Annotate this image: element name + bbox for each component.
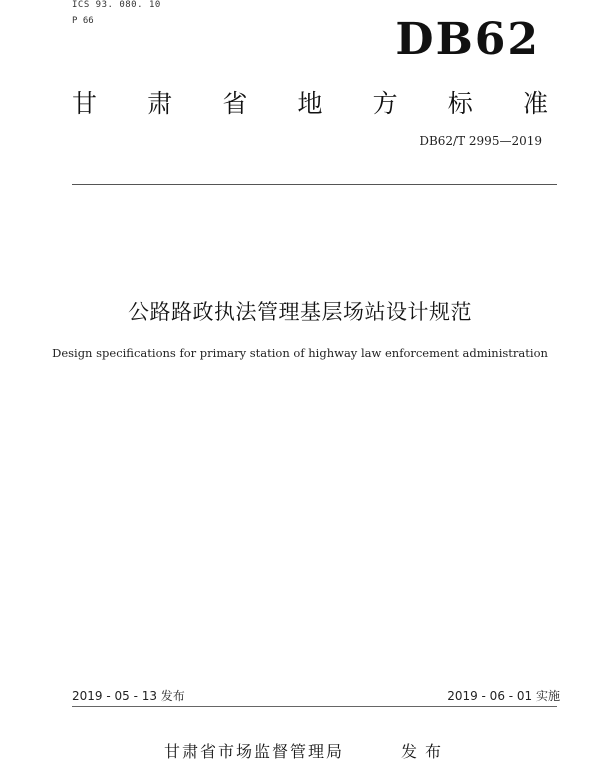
ccs-code: P 66 bbox=[72, 16, 94, 26]
standard-type-char: 标 bbox=[447, 89, 473, 118]
standard-type-char: 省 bbox=[222, 89, 248, 118]
document-title-english: Design specifications for primary station of highway law enforcement administration bbox=[52, 346, 548, 360]
standard-type-char: 地 bbox=[297, 89, 323, 118]
ics-code: ICS 93. 080. 10 bbox=[72, 0, 161, 10]
standard-type bbox=[72, 84, 548, 120]
footer-divider bbox=[72, 706, 557, 707]
standard-type-char: 肃 bbox=[147, 89, 173, 118]
standard-logo: DB62 bbox=[395, 14, 540, 65]
publisher: 甘肃省市场监督管理局 bbox=[164, 742, 345, 761]
header-divider bbox=[72, 184, 557, 185]
standard-number: DB62/T 2995—2019 bbox=[419, 134, 542, 148]
implementation-date: 2019 - 06 - 01 实施 bbox=[447, 689, 560, 703]
standard-type-char: 准 bbox=[522, 89, 548, 118]
issue-date: 2019 - 05 - 13 发布 bbox=[72, 689, 185, 703]
standard-type-char: 方 bbox=[372, 89, 398, 118]
publish-label: 发布 bbox=[401, 742, 450, 761]
standard-type-char: 甘 bbox=[72, 89, 98, 118]
document-title-chinese: 公路路政执法管理基层场站设计规范 bbox=[128, 300, 472, 324]
